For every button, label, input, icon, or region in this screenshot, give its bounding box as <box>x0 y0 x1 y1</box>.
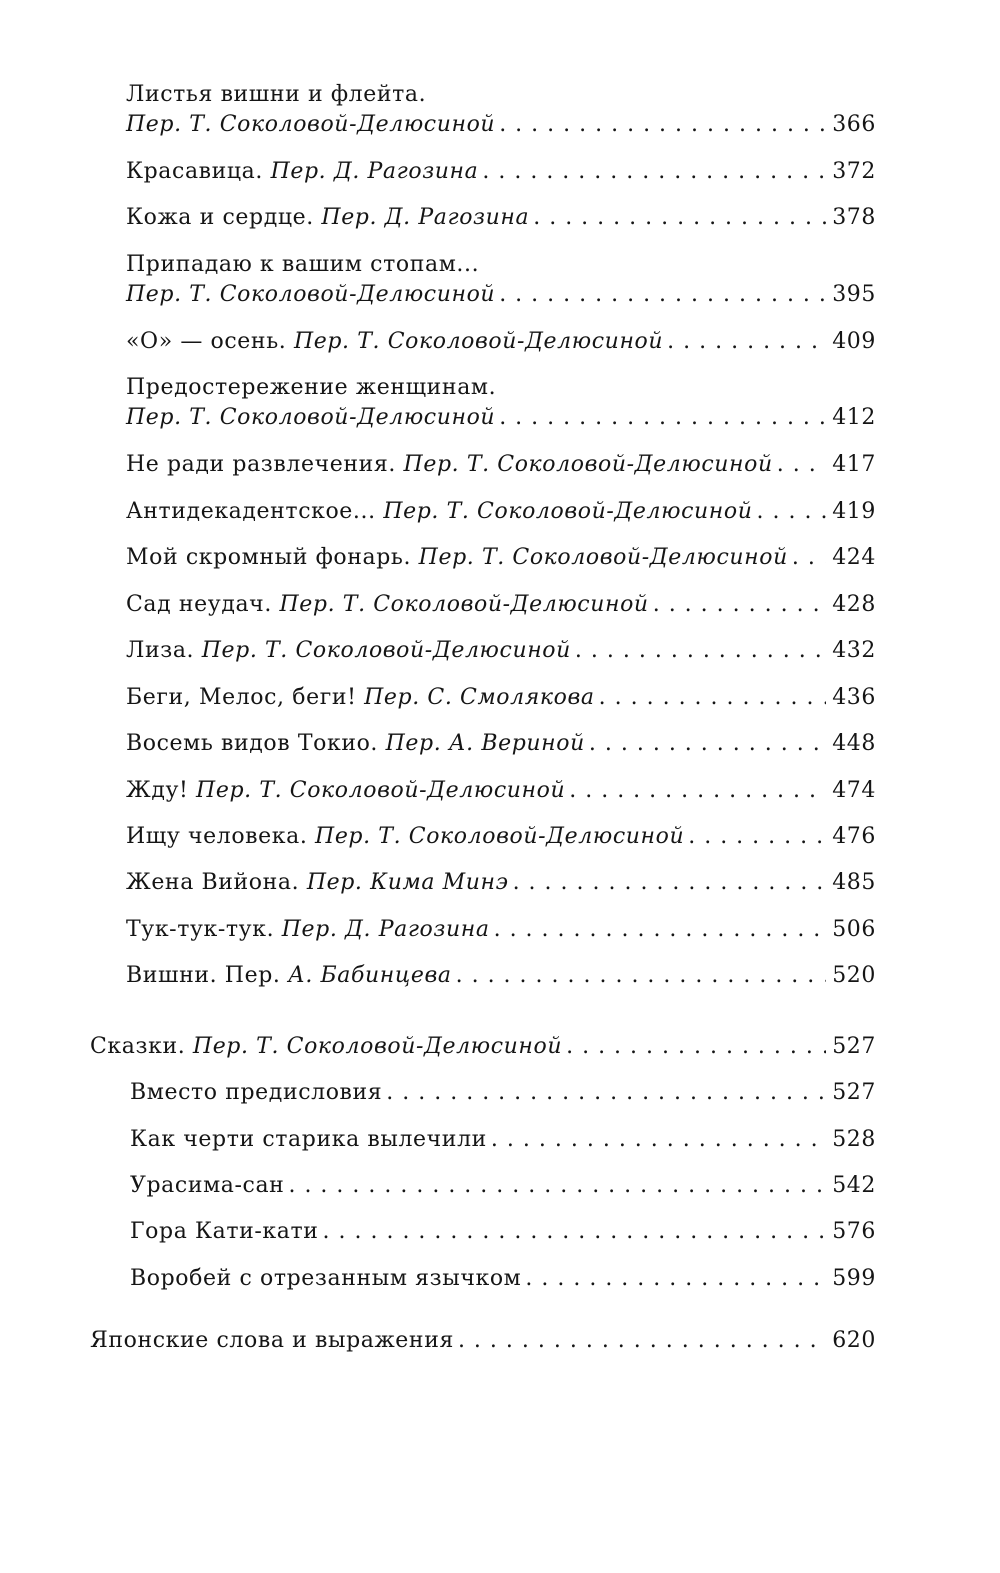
entry-title: Красавица. <box>126 159 263 184</box>
leader-dots <box>569 776 826 806</box>
entry-translator: Пер. Кима Минэ <box>306 870 509 895</box>
section-title: Сказки. <box>90 1034 186 1059</box>
entry-page: 428 <box>832 592 876 617</box>
leader-dots <box>653 590 827 620</box>
toc-sub-entry <box>130 1125 876 1155</box>
toc-entry <box>126 961 876 991</box>
section-translator: Пер. Т. Соколовой-Делюсиной <box>192 1034 563 1059</box>
entry-title: Листья вишни и флейта. <box>126 82 427 107</box>
leader-dots <box>494 915 827 945</box>
sub-entry-title: Воробей с отрезанным язычком <box>130 1266 522 1291</box>
sub-entry-title: Гора Кати-кати <box>130 1219 319 1244</box>
toc-entry <box>126 497 876 527</box>
sub-entry-page: 528 <box>832 1127 876 1152</box>
leader-dots <box>499 403 826 433</box>
entry-page: 417 <box>832 452 876 477</box>
entry-title: Ищу человека. <box>126 824 308 849</box>
toc-sub-entry <box>130 1171 876 1201</box>
toc-entry <box>126 157 876 187</box>
toc-sub-entry <box>130 1264 876 1294</box>
toc-entry <box>126 450 876 480</box>
leader-dots <box>792 543 826 573</box>
entry-translator: Пер. Т. Соколовой-Делюсиной <box>403 452 773 477</box>
leader-dots <box>575 636 826 666</box>
toc-sub-entry <box>130 1217 876 1247</box>
entry-page: 409 <box>832 329 876 354</box>
entry-title: Жду! <box>126 778 189 803</box>
entry-title: Тук-тук-тук. <box>126 917 275 942</box>
sub-entry-page: 542 <box>832 1173 876 1198</box>
entry-page: 476 <box>832 824 876 849</box>
entry-page: 520 <box>832 963 876 988</box>
entry-title: Антидекадентское... <box>126 499 376 524</box>
entry-translator: Пер. С. Смолякова <box>364 685 595 710</box>
entry-translator: Пер. Т. Соколовой-Делюсиной <box>418 545 788 570</box>
leader-dots <box>589 729 826 759</box>
section-page: 527 <box>832 1034 876 1059</box>
leader-dots <box>757 497 827 527</box>
leader-dots <box>513 868 827 898</box>
leader-dots <box>491 1125 826 1155</box>
entry-page: 412 <box>832 405 876 430</box>
leader-dots <box>533 203 826 233</box>
entry-translator: Пер. Т. Соколовой-Делюсиной <box>201 638 571 663</box>
entry-translator: Пер. Т. Соколовой-Делюсиной <box>126 405 496 430</box>
sub-entry-page: 527 <box>832 1080 876 1105</box>
entry-title: Не ради развлечения. <box>126 452 396 477</box>
entry-title: Сад неудач. <box>126 592 272 617</box>
leader-dots <box>525 1264 826 1294</box>
entry-translator: Пер. Т. Соколовой-Делюсиной <box>383 499 753 524</box>
entry-title: Жена Вийона. <box>126 870 300 895</box>
glossary-page: 620 <box>832 1328 876 1353</box>
toc-entry <box>126 250 876 310</box>
leader-dots <box>323 1217 827 1247</box>
leader-dots <box>458 1326 826 1356</box>
leader-dots <box>456 961 827 991</box>
leader-dots <box>482 157 826 187</box>
toc-entry <box>126 636 876 666</box>
toc-entry <box>126 729 876 759</box>
entry-page: 474 <box>832 778 876 803</box>
toc-entry <box>126 822 876 852</box>
entry-page: 372 <box>832 159 876 184</box>
sub-entry-page: 599 <box>832 1266 876 1291</box>
sub-entry-title: Как черти старика вылечили <box>130 1127 487 1152</box>
toc-glossary <box>90 1326 876 1356</box>
entry-translator: Пер. А. Вериной <box>385 731 585 756</box>
entry-page: 419 <box>832 499 876 524</box>
toc-entry <box>126 868 876 898</box>
entry-page: 506 <box>832 917 876 942</box>
entry-title: Вишни. Пер. <box>126 963 281 988</box>
entry-page: 432 <box>832 638 876 663</box>
sub-entry-title: Урасима-сан <box>130 1173 285 1198</box>
entry-page: 424 <box>832 545 876 570</box>
entry-translator: Пер. Т. Соколовой-Делюсиной <box>293 329 664 354</box>
entry-title: Припадаю к вашим стопам... <box>126 252 480 277</box>
toc-entry <box>126 80 876 140</box>
sub-entry-title: Вместо предисловия <box>130 1080 383 1105</box>
entry-title: Лиза. <box>126 638 195 663</box>
entry-translator: Пер. Т. Соколовой-Делюсиной <box>196 778 566 803</box>
leader-dots <box>667 327 826 357</box>
toc-entry <box>126 683 876 713</box>
entry-translator: Пер. Д. Рагозина <box>270 159 479 184</box>
leader-dots <box>288 1171 826 1201</box>
entry-title: Беги, Мелос, беги! <box>126 685 357 710</box>
leader-dots <box>499 110 826 140</box>
leader-dots <box>499 280 826 310</box>
entry-title: «О» — осень. <box>126 329 287 354</box>
entry-title: Предостережение женщинам. <box>126 375 497 400</box>
toc-entry <box>126 590 876 620</box>
entry-translator: Пер. Т. Соколовой-Делюсиной <box>279 592 649 617</box>
entry-title: Мой скромный фонарь. <box>126 545 412 570</box>
entry-translator: Пер. Т. Соколовой-Делюсиной <box>315 824 685 849</box>
toc-entry <box>126 373 876 433</box>
entry-title: Кожа и сердце. <box>126 205 314 230</box>
entry-translator: Пер. Т. Соколовой-Делюсиной <box>126 112 496 137</box>
entry-page: 395 <box>832 282 876 307</box>
toc-entry <box>126 915 876 945</box>
toc-section <box>90 1032 876 1062</box>
leader-dots <box>688 822 826 852</box>
leader-dots <box>777 450 826 480</box>
entry-page: 378 <box>832 205 876 230</box>
entry-page: 485 <box>832 870 876 895</box>
toc-entry <box>126 543 876 573</box>
sub-entry-page: 576 <box>832 1219 876 1244</box>
leader-dots <box>599 683 827 713</box>
toc-sub-entry <box>130 1078 876 1108</box>
entry-page: 366 <box>832 112 876 137</box>
toc-entry <box>126 776 876 806</box>
leader-dots <box>386 1078 826 1108</box>
entry-translator: Пер. Д. Рагозина <box>281 917 490 942</box>
entry-title: Восемь видов Токио. <box>126 731 379 756</box>
entry-page: 436 <box>832 685 876 710</box>
toc-entry <box>126 327 876 357</box>
entry-translator: Пер. Т. Соколовой-Делюсиной <box>126 282 496 307</box>
entry-translator: А. Бабинцева <box>288 963 452 988</box>
entry-page: 448 <box>832 731 876 756</box>
leader-dots <box>566 1032 826 1062</box>
toc-entry <box>126 203 876 233</box>
entry-translator: Пер. Д. Рагозина <box>321 205 530 230</box>
glossary-title: Японские слова и выражения <box>90 1328 454 1353</box>
